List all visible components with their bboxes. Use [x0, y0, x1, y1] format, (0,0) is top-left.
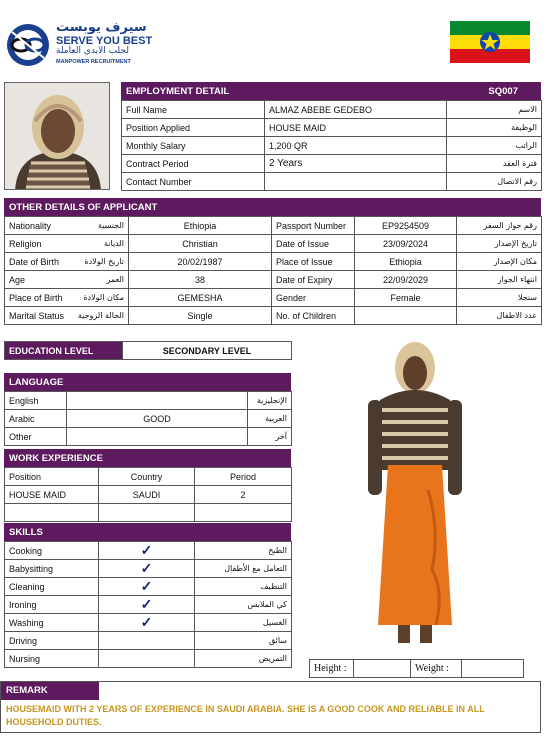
- remark-text: HOUSEMAID WITH 2 YEARS OF EXPERIENCE IN SAUDI ARABIA. SHE IS A GOOD COOK AND RELIABLE IN ALL HOUSEHOLD DUTIES.: [6, 704, 485, 727]
- headshot-figure: [5, 83, 110, 190]
- detail-label: Age: [5, 271, 67, 289]
- work-column-header: Country: [99, 468, 195, 486]
- work-cell: [99, 504, 195, 522]
- skill-check: [99, 614, 195, 632]
- language-header: LANGUAGE: [4, 373, 291, 391]
- work-experience-header: WORK EXPERIENCE: [4, 449, 291, 467]
- detail-label-arabic: عدد الاطفال: [457, 307, 542, 325]
- employment-label: Full Name: [122, 101, 265, 119]
- work-cell: SAUDI: [99, 486, 195, 504]
- skill-label: Cooking: [5, 542, 99, 560]
- detail-label-arabic: الحالة الزوجية: [67, 307, 129, 325]
- skill-check: [99, 560, 195, 578]
- employment-row: [122, 173, 542, 191]
- detail-value: EP9254509: [355, 217, 457, 235]
- language-value: [67, 392, 248, 410]
- height-value: [354, 660, 411, 678]
- detail-label-arabic: تاريخ الولادة: [67, 253, 129, 271]
- language-label-arabic: العربية: [248, 410, 292, 428]
- language-label: English: [5, 392, 67, 410]
- skill-label-arabic: الطبخ: [195, 542, 292, 560]
- brand-arabic-name: سيرف يوبست: [56, 20, 147, 35]
- applicant-headshot: [4, 82, 110, 190]
- language-label: Other: [5, 428, 67, 446]
- skill-label-arabic: التمريض: [195, 650, 292, 668]
- skill-row: [5, 578, 292, 596]
- work-experience-row: [5, 486, 292, 504]
- skill-check: [99, 542, 195, 560]
- detail-value: 20/02/1987: [129, 253, 272, 271]
- skill-label: Driving: [5, 632, 99, 650]
- work-experience-header-row: [5, 468, 292, 486]
- skill-row: [5, 614, 292, 632]
- detail-label: Date of Issue: [272, 235, 355, 253]
- detail-label-arabic: العمر: [67, 271, 129, 289]
- skill-label-arabic: سائق: [195, 632, 292, 650]
- weight-label: Weight :: [411, 660, 462, 678]
- brand-logo-icon: [4, 22, 52, 68]
- detail-label-arabic: مكان الولادة: [67, 289, 129, 307]
- work-cell: 2: [195, 486, 292, 504]
- other-details-row: [5, 217, 542, 235]
- skill-row: [5, 596, 292, 614]
- education-label: EDUCATION LEVEL: [5, 342, 123, 360]
- work-cell: HOUSE MAID: [5, 486, 99, 504]
- skills-table: [4, 541, 292, 668]
- skill-label: Babysitting: [5, 560, 99, 578]
- skill-check: [99, 650, 195, 668]
- skill-check: [99, 596, 195, 614]
- language-value: [67, 428, 248, 446]
- height-label: Height :: [310, 660, 354, 678]
- detail-value: GEMESHA: [129, 289, 272, 307]
- skill-check: [99, 632, 195, 650]
- language-row: [5, 410, 292, 428]
- detail-value: Christian: [129, 235, 272, 253]
- other-details-row: [5, 253, 542, 271]
- brand-name: SERVE YOU BEST: [56, 35, 153, 47]
- education-table: [4, 341, 292, 360]
- detail-label: Date of Expiry: [272, 271, 355, 289]
- detail-value: [355, 307, 457, 325]
- employment-value: 1,200 QR: [265, 137, 447, 155]
- detail-value: Ethiopia: [355, 253, 457, 271]
- language-label-arabic: آخر: [248, 428, 292, 446]
- education-value: SECONDARY LEVEL: [123, 342, 292, 360]
- brand-logo: [4, 22, 154, 70]
- detail-label: Religion: [5, 235, 67, 253]
- work-column-header: Position: [5, 468, 99, 486]
- other-details-row: [5, 271, 542, 289]
- employment-detail-header: [121, 82, 541, 100]
- employment-value: ALMAZ ABEBE GEDEBO: [265, 101, 447, 119]
- skill-label-arabic: التنظيف: [195, 578, 292, 596]
- detail-label-arabic: مكان الإصدار: [457, 253, 542, 271]
- other-details-row: [5, 235, 542, 253]
- detail-label: No. of Children: [272, 307, 355, 325]
- language-value: GOOD: [67, 410, 248, 428]
- work-cell: [195, 504, 292, 522]
- other-details-header: OTHER DETAILS OF APPLICANT: [4, 198, 541, 216]
- employment-label-arabic: الراتب: [447, 137, 542, 155]
- other-details-row: [5, 307, 542, 325]
- skill-row: [5, 542, 292, 560]
- skill-row: [5, 560, 292, 578]
- language-table: [4, 391, 292, 446]
- detail-value: 38: [129, 271, 272, 289]
- detail-label: Nationality: [5, 217, 67, 235]
- detail-label-arabic: الديانة: [67, 235, 129, 253]
- detail-value: 22/09/2029: [355, 271, 457, 289]
- detail-label: Date of Birth: [5, 253, 67, 271]
- skill-label: Nursing: [5, 650, 99, 668]
- brand-sub: MANPOWER RECRUITMENT: [56, 59, 131, 65]
- language-row: [5, 392, 292, 410]
- employment-detail-title: EMPLOYMENT DETAIL: [126, 85, 230, 97]
- skill-row: [5, 650, 292, 668]
- detail-value: Single: [129, 307, 272, 325]
- detail-label-arabic: تاريخ الإصدار: [457, 235, 542, 253]
- detail-value: Female: [355, 289, 457, 307]
- skill-row: [5, 632, 292, 650]
- employment-label: Monthly Salary: [122, 137, 265, 155]
- weight-value: [462, 660, 524, 678]
- employment-value: HOUSE MAID: [265, 119, 447, 137]
- skill-label: Cleaning: [5, 578, 99, 596]
- detail-label: Marital Status: [5, 307, 67, 325]
- detail-label: Place of Birth: [5, 289, 67, 307]
- skill-label-arabic: التعامل مع الأطفال: [195, 560, 292, 578]
- work-experience-row: [5, 504, 292, 522]
- detail-label-arabic: رقم جواز السفر: [457, 217, 542, 235]
- checkmark-icon: ✓: [140, 560, 153, 576]
- full-body-figure: [340, 340, 490, 655]
- employment-row: [122, 137, 542, 155]
- work-column-header: Period: [195, 468, 292, 486]
- employment-label: Contact Number: [122, 173, 265, 191]
- employment-row: [122, 119, 542, 137]
- detail-value: Ethiopia: [129, 217, 272, 235]
- flag-icon: [450, 21, 530, 63]
- employment-label: Contract Period: [122, 155, 265, 173]
- language-label-arabic: الإنجليزية: [248, 392, 292, 410]
- detail-label-arabic: انتهاء الجواز: [457, 271, 542, 289]
- detail-value: 23/09/2024: [355, 235, 457, 253]
- detail-label-arabic: سنجلا: [457, 289, 542, 307]
- ethiopia-flag: [450, 21, 530, 63]
- employment-value: 2 Years: [265, 155, 447, 173]
- language-label: Arabic: [5, 410, 67, 428]
- skills-header: SKILLS: [4, 523, 291, 541]
- skill-label: Washing: [5, 614, 99, 632]
- checkmark-icon: ✓: [140, 578, 153, 594]
- skill-label-arabic: الغسيل: [195, 614, 292, 632]
- employment-label: Position Applied: [122, 119, 265, 137]
- language-row: [5, 428, 292, 446]
- checkmark-icon: ✓: [140, 596, 153, 612]
- detail-label: Passport Number: [272, 217, 355, 235]
- brand-arabic-sub: لجلب الايدي العاملة: [56, 46, 129, 56]
- employment-value: [265, 173, 447, 191]
- checkmark-icon: ✓: [140, 614, 153, 630]
- employment-label-arabic: الوظيفة: [447, 119, 542, 137]
- measurements-table: [309, 659, 524, 678]
- applicant-full-photo: [340, 340, 490, 655]
- employment-row: [122, 155, 542, 173]
- skill-label: Ironing: [5, 596, 99, 614]
- detail-label-arabic: الجنسية: [67, 217, 129, 235]
- skill-check: [99, 578, 195, 596]
- work-experience-table: [4, 467, 292, 522]
- detail-label: Gender: [272, 289, 355, 307]
- checkmark-icon: ✓: [140, 542, 153, 558]
- other-details-table: [4, 216, 542, 325]
- employment-label-arabic: فترة العقد: [447, 155, 542, 173]
- reference-code: SQ007: [488, 85, 518, 97]
- detail-label: Place of Issue: [272, 253, 355, 271]
- employment-label-arabic: الاسم: [447, 101, 542, 119]
- other-details-row: [5, 289, 542, 307]
- skill-label-arabic: كي الملابس: [195, 596, 292, 614]
- employment-label-arabic: رقم الاتصال: [447, 173, 542, 191]
- employment-row: [122, 101, 542, 119]
- remark-header: REMARK: [1, 682, 99, 700]
- employment-detail-table: [121, 100, 542, 191]
- work-cell: [5, 504, 99, 522]
